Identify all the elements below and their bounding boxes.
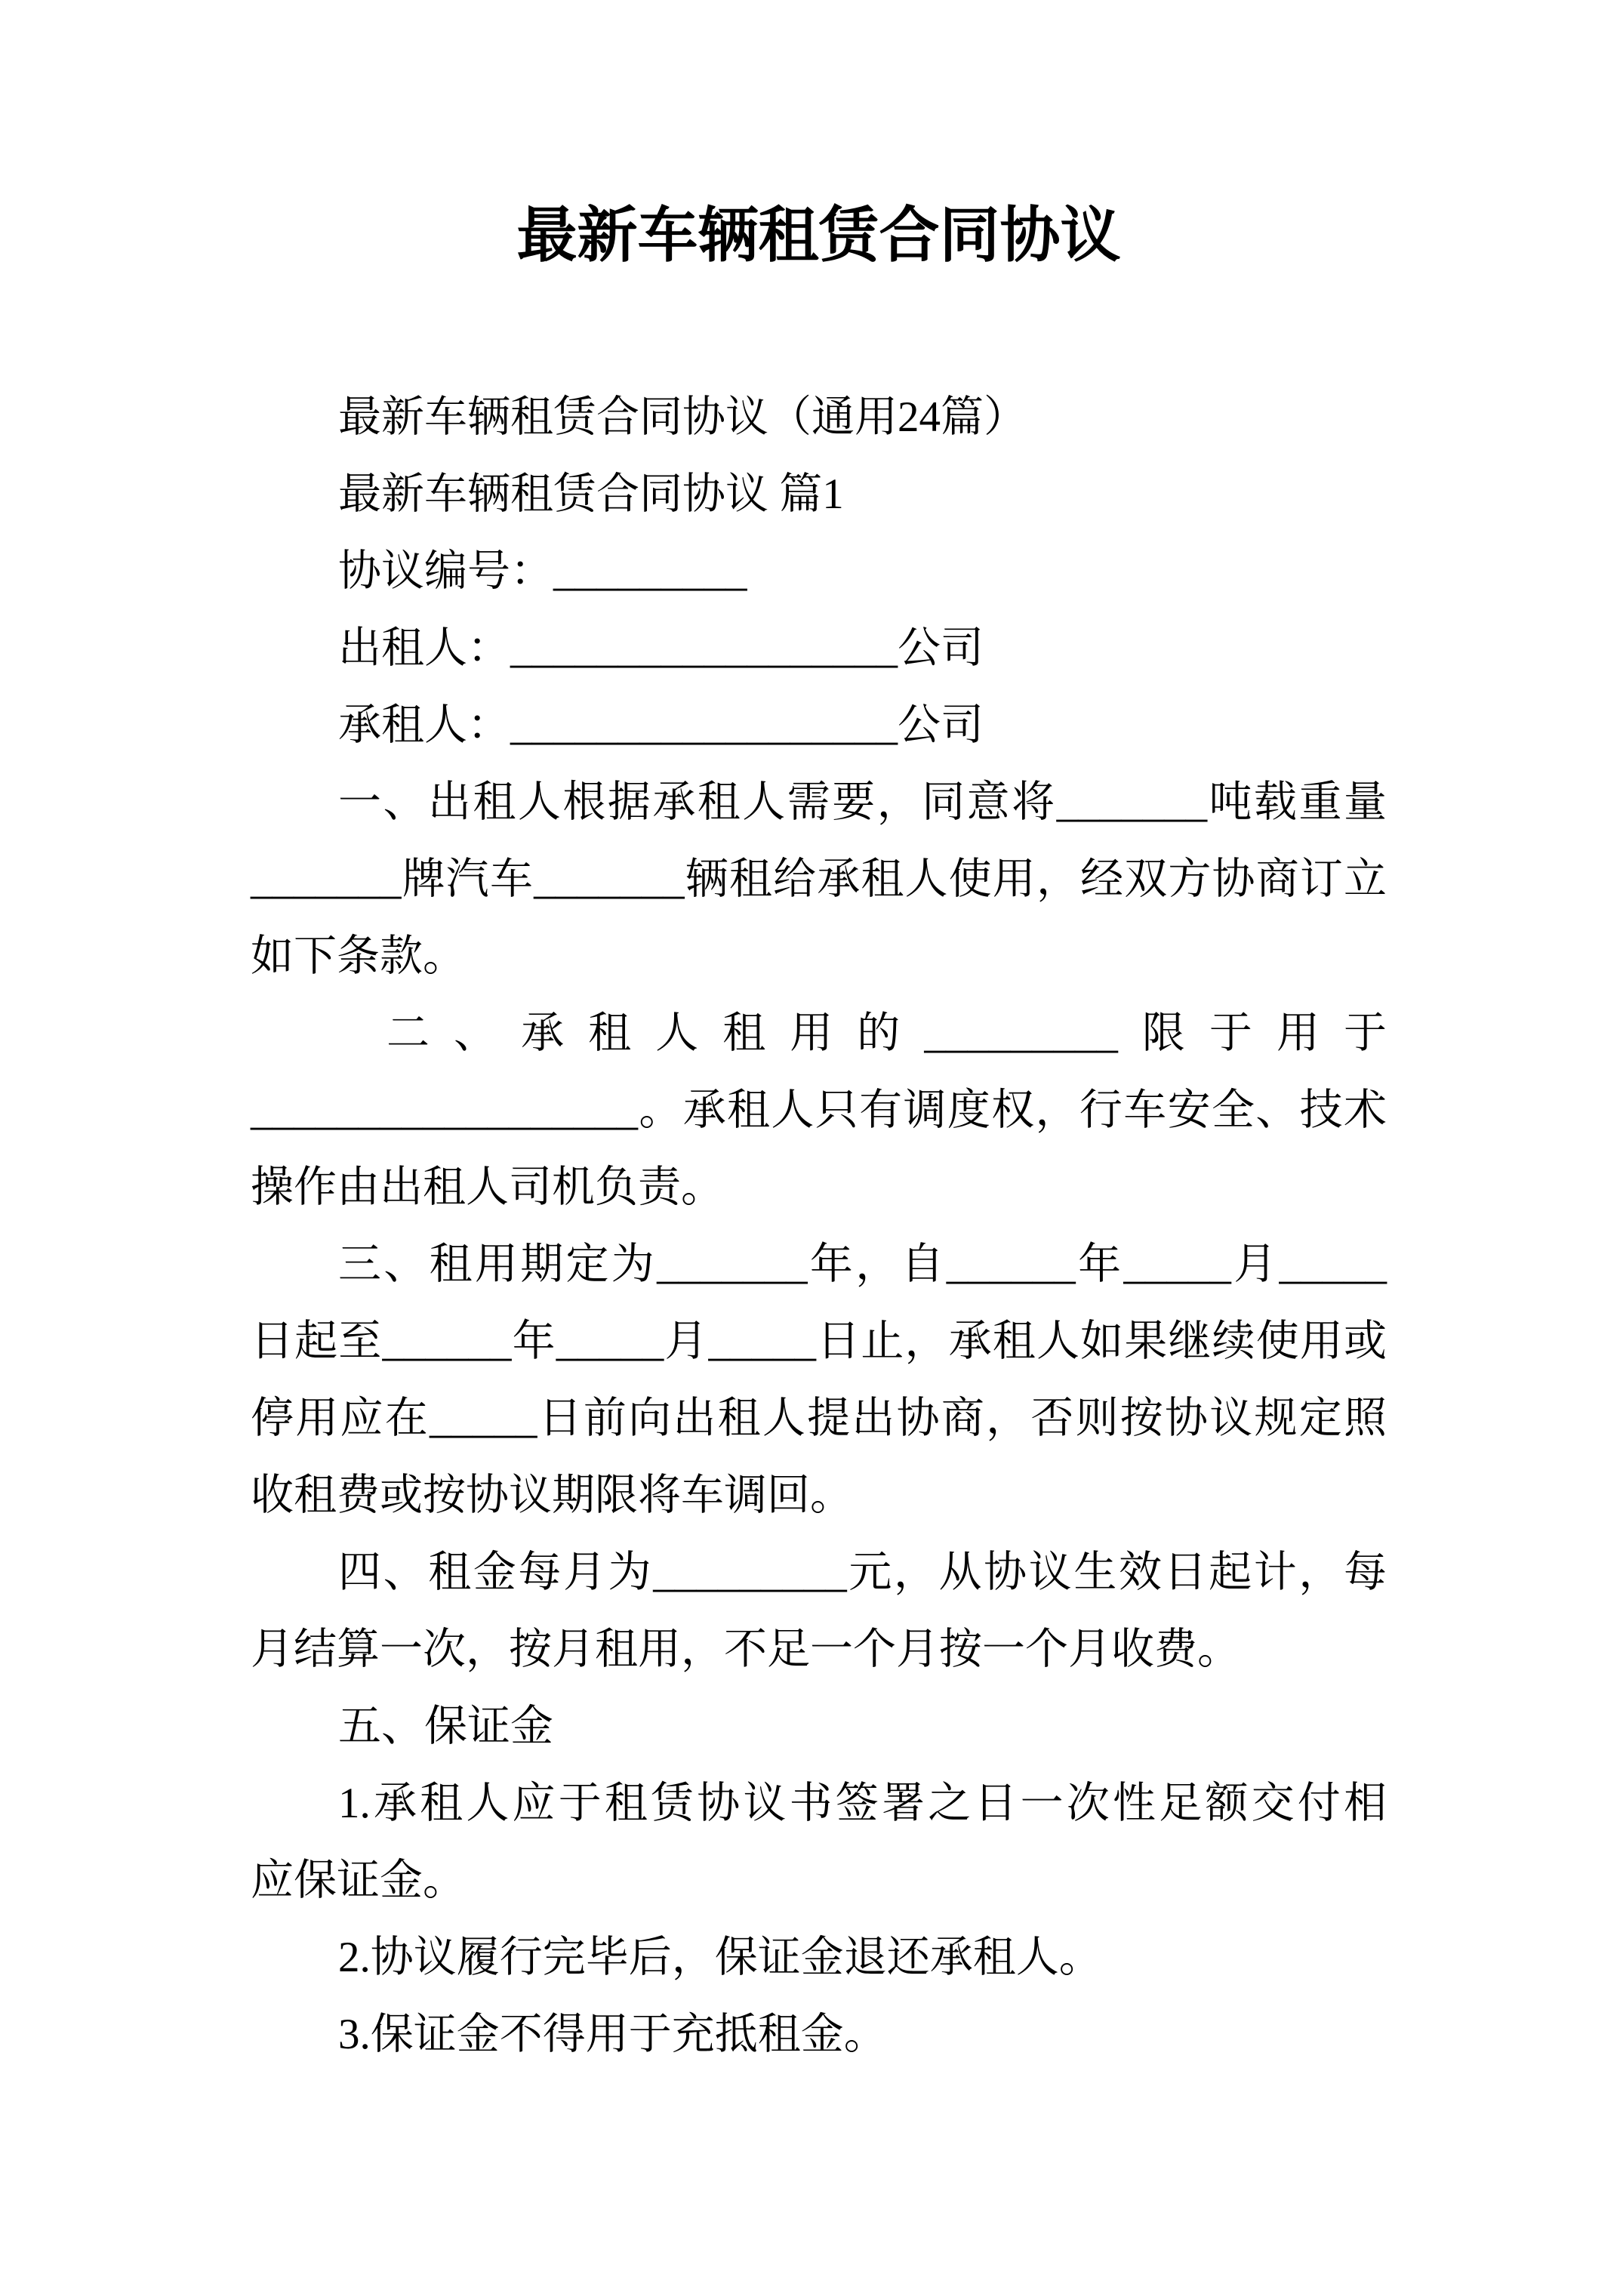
field-label: 协议编号： xyxy=(338,547,553,595)
fill-in-blank: __________________ xyxy=(510,624,898,672)
agreement-number-field xyxy=(251,533,1387,610)
fill-in-blank: _________ xyxy=(553,547,747,595)
field-label: 出租人： xyxy=(338,624,510,672)
clause-line: 1.承租人应于租赁协议书签署之日一次性足额交付相 xyxy=(338,1780,1387,1827)
clause-line: 二、承租人租用的_________限于用于 xyxy=(387,1009,1387,1057)
clause-line: 操作由出租人司机负责。 xyxy=(251,1163,724,1211)
deposit-item-1 xyxy=(251,1765,1387,1919)
field-suffix: 公司 xyxy=(898,701,984,749)
deposit-item-2 xyxy=(251,1919,1387,1996)
clause-line: _______牌汽车_______辆租给承租人使用，经双方协商订立 xyxy=(251,855,1387,903)
clause-5-heading xyxy=(251,1688,1387,1765)
fill-in-blank: __________________ xyxy=(510,701,898,749)
clause-line: 一、出租人根据承租人需要，同意将_______吨载重量 xyxy=(338,778,1387,826)
clause-line: 四、租金每月为_________元，从协议生效日起计，每 xyxy=(338,1549,1387,1596)
clause-1 xyxy=(251,764,1387,995)
section-heading: 最新车辆租赁合同协议 篇1 xyxy=(338,470,844,518)
field-label: 承租人： xyxy=(338,701,510,749)
clause-2 xyxy=(251,995,1387,1226)
clause-line: 收租费或按协议期限将车调回。 xyxy=(251,1472,853,1519)
clause-line: 应保证金。 xyxy=(251,1857,466,1904)
clause-line: 三、租用期定为_______年，自______年_____月_____ xyxy=(338,1240,1387,1288)
clause-line: 3.保证金不得用于充抵租金。 xyxy=(338,2011,887,2058)
document-title: 最新车辆租赁合同协议 xyxy=(516,203,1121,270)
clause-line: __________________。承租人只有调度权，行车安全、技术 xyxy=(251,1086,1387,1134)
document-body xyxy=(251,379,1387,2073)
collection-title: 最新车辆租赁合同协议（通用24篇） xyxy=(338,393,1027,441)
clause-line: 如下条款。 xyxy=(251,932,466,980)
clause-line: 日起至______年_____月_____日止，承租人如果继续使用或 xyxy=(251,1318,1387,1365)
clause-line: 月结算一次，按月租用，不足一个月按一个月收费。 xyxy=(251,1626,1240,1673)
clause-line: 2.协议履行完毕后，保证金退还承租人。 xyxy=(338,1934,1102,1981)
clause-line: 停用应在_____日前向出租人提出协商，否则按协议规定照 xyxy=(251,1395,1387,1442)
clause-3 xyxy=(251,1226,1387,1534)
lessor-field xyxy=(251,610,1387,687)
clause-line: 五、保证金 xyxy=(338,1703,553,1750)
lessee-field xyxy=(251,687,1387,764)
deposit-item-3 xyxy=(251,1996,1387,2073)
clause-4 xyxy=(251,1534,1387,1688)
field-suffix: 公司 xyxy=(898,624,984,672)
